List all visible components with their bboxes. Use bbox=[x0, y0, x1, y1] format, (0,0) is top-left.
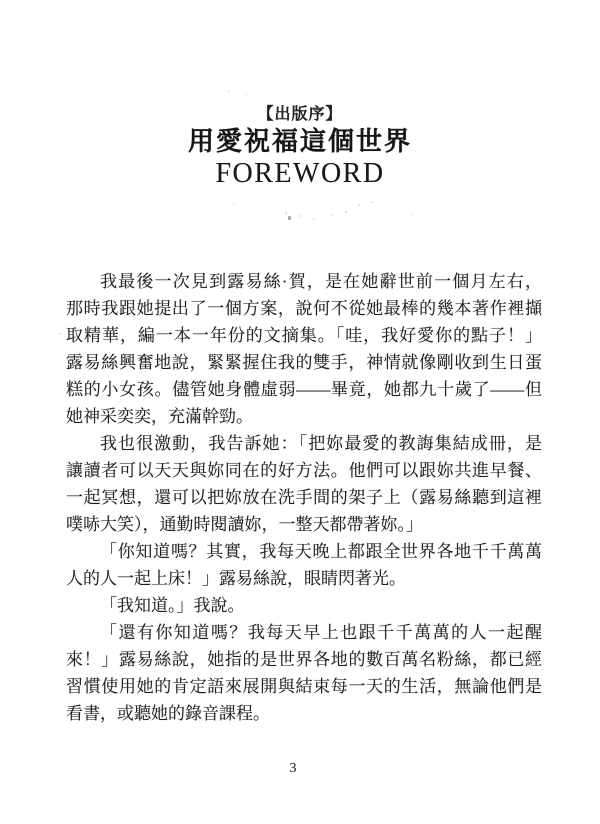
scan-speck bbox=[233, 203, 235, 205]
scan-speck bbox=[345, 211, 347, 213]
scan-speck bbox=[59, 333, 61, 335]
body-line: 她神采奕奕，充滿幹勁。 bbox=[66, 407, 253, 426]
scan-speck bbox=[530, 300, 532, 302]
page-subtitle: FOREWORD bbox=[215, 158, 385, 189]
scan-speck bbox=[331, 214, 333, 216]
body-line: 「你知道嗎？其實，我每天晚上都跟全世界各地千千萬萬 bbox=[100, 542, 542, 561]
body-line: 來！」露易絲說，她指的是世界各地的數百萬名粉絲，都已經 bbox=[66, 650, 542, 669]
scan-speck bbox=[412, 214, 414, 216]
body-text bbox=[66, 268, 542, 727]
body-line: 一起冥想，還可以把妳放在洗手間的架子上（露易絲聽到這裡 bbox=[66, 488, 542, 507]
body-line: 「我知道。」我說。 bbox=[100, 596, 245, 615]
body-line: 我最後一次見到露易絲·賀，是在她辭世前一個月左右， bbox=[100, 272, 542, 291]
body-line: 那時我跟她提出了一個方案，說何不從她最棒的幾本著作裡擷 bbox=[66, 299, 542, 318]
scan-speck bbox=[243, 207, 245, 209]
body-line: 人的人一起上床！」露易絲說，眼睛閃著光。 bbox=[66, 569, 406, 588]
body-line: 習慣使用她的肯定語來展開與結束每一天的生活，無論他們是 bbox=[66, 677, 542, 696]
scan-speck bbox=[228, 90, 230, 92]
page-title: 用愛祝福這個世界 bbox=[187, 127, 412, 156]
body-line: 糕的小女孩。儘管她身體虛弱——畢竟，她都九十歲了——但 bbox=[66, 380, 542, 399]
body-line: 「還有你知道嗎？我每天早上也跟千千萬萬的人一起醒 bbox=[100, 623, 542, 642]
body-line: 讓讀者可以天天與妳同在的好方法。他們可以跟妳共進早餐、 bbox=[66, 461, 542, 480]
scan-speck bbox=[300, 215, 302, 217]
body-line: 我也很激動，我告訴她：「把妳最愛的教誨集結成冊，是 bbox=[100, 434, 542, 453]
page-number: 3 bbox=[289, 761, 297, 776]
scan-speck bbox=[288, 216, 291, 220]
scan-speck bbox=[313, 218, 315, 220]
scan-speck bbox=[371, 201, 373, 203]
body-line: 看書，或聽她的錄音課程。 bbox=[66, 704, 270, 723]
scan-speck bbox=[358, 204, 360, 206]
body-line: 取精華，編一本一年份的文摘集。「哇，我好愛你的點子！」 bbox=[66, 326, 542, 345]
scan-speck bbox=[245, 93, 247, 95]
section-label: 【出版序】 bbox=[257, 106, 343, 123]
body-line: 噗哧大笑），通勤時閱讀妳，一整天都帶著妳。」 bbox=[66, 515, 423, 534]
scan-speck bbox=[285, 212, 287, 214]
body-line: 露易絲興奮地說，緊緊握住我的雙手，神情就像剛收到生日蛋 bbox=[66, 353, 542, 372]
